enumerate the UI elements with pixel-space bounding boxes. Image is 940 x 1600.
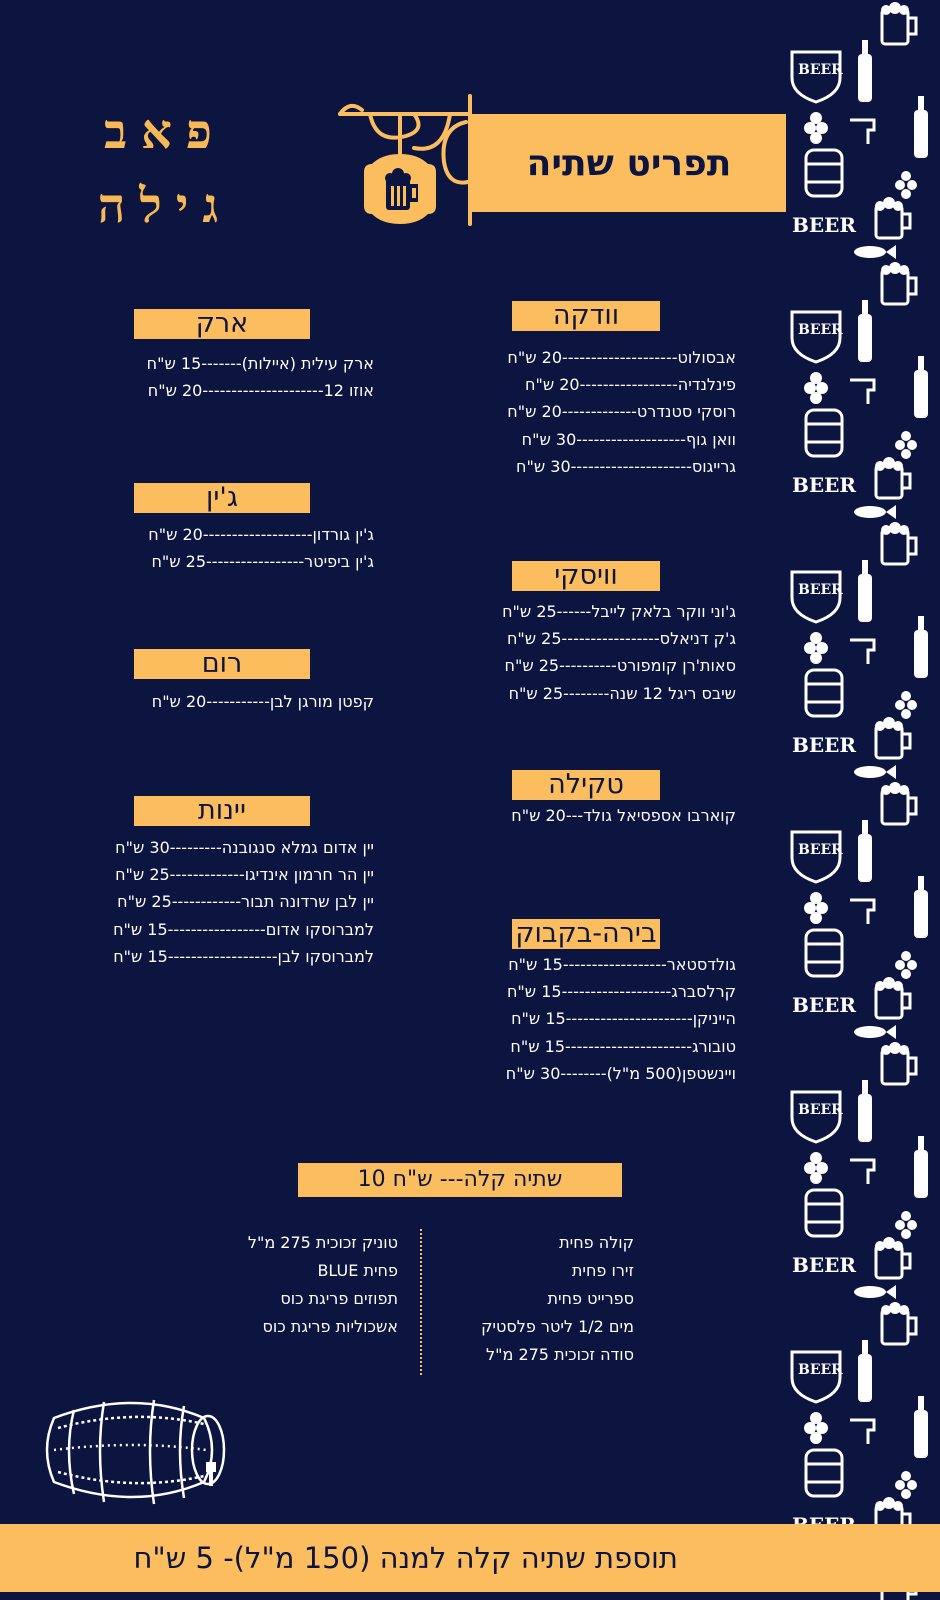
brand-name-line1: פאב: [103, 104, 227, 160]
section-title-gin: ג'ין: [134, 483, 310, 513]
menu-item: קפטן מורגן לבן-----------20 ש"ח: [151, 692, 374, 711]
gin-list: [148, 521, 374, 575]
menu-item: טוניק זכוכית 275 מ"ל: [247, 1233, 398, 1252]
hanging-beer-sign-icon: [330, 92, 478, 242]
section-title-rum: רום: [134, 649, 310, 679]
menu-item: זירו פחית: [571, 1261, 634, 1280]
menu-item: קולה פחית: [559, 1233, 634, 1252]
menu-item: ג'ין ביפיטר-----------------25 ש"ח: [151, 552, 374, 572]
menu-item: וואן גוף-------------------30 ש"ח: [521, 429, 736, 449]
menu-item: סאות'רן קומפורט----------25 ש"ח: [504, 656, 736, 676]
menu-item: ג'וני ווקר בלאק לייבל------25 ש"ח: [502, 602, 736, 621]
menu-item: גרייגוס---------------------30 ש"ח: [516, 456, 736, 476]
tequila-list: [511, 802, 736, 829]
footer-note: תוספת שתיה קלה למנה (150 מ"ל)- 5 ש"ח: [133, 1541, 678, 1575]
barrel-icon: [44, 1388, 230, 1512]
menu-item: ג'ין גורדון-------------------20 ש"ח: [148, 525, 374, 544]
menu-item: אשכוליות פריגת כוס: [262, 1317, 398, 1336]
page-title: תפריט שתיה: [526, 142, 732, 184]
menu-item: ג'ק דניאלס-----------------25 ש"ח: [506, 629, 736, 649]
beer-list: [506, 951, 736, 1087]
menu-item: יין הר חרמון אינדיגו-------------25 ש"ח: [115, 865, 374, 885]
section-title-beer: בירה-בקבוק: [512, 919, 660, 949]
menu-item: יין אדום גמלא סנגובנה---------30 ש"ח: [115, 838, 374, 857]
menu-item: למברוסקו לבן-------------------15 ש"ח: [113, 946, 374, 966]
menu-item: פינלנדיה-----------------20 ש"ח: [525, 375, 736, 395]
menu-item: הייניקן----------------------15 ש"ח: [511, 1009, 736, 1029]
title-bar: [472, 114, 786, 212]
beer-pattern-icon: [786, 0, 940, 1600]
section-title-wine: יינות: [134, 796, 310, 826]
menu-item: פחית BLUE: [317, 1261, 398, 1280]
soft-drinks-list-left: [248, 1229, 398, 1341]
soft-drinks-list-right: [481, 1229, 634, 1369]
menu-item: למברוסקו אדום-----------------15 ש"ח: [113, 919, 374, 939]
soft-drinks-title: שתיה קלה--- ש"ח 10: [298, 1163, 622, 1197]
menu-item: תפוזים פריגת כוס: [280, 1289, 398, 1308]
menu-item: קרלסברג-------------------15 ש"ח: [506, 982, 736, 1002]
menu-item: אוזו 12---------------------20 ש"ח: [147, 381, 374, 401]
menu-item: שיבס ריגל 12 שנה--------25 ש"ח: [508, 683, 736, 703]
menu-item: ארק עילית (איילות)-------15 ש"ח: [146, 354, 374, 373]
section-title-tequila: טקילה: [512, 770, 660, 800]
menu-item: מים 1/2 ליטר פלסטיק: [481, 1317, 634, 1336]
menu-item: ויינשטפן(500 מ"ל)--------30 ש"ח: [505, 1063, 736, 1083]
menu-item: רוסקי סטנדרט-------------20 ש"ח: [507, 402, 736, 422]
menu-item: ספרייט פחית: [547, 1289, 634, 1308]
wine-list: [113, 834, 374, 970]
brand-name-line2: גילה: [97, 178, 233, 234]
section-title-arak: ארק: [134, 309, 310, 339]
menu-item: יין לבן שרדונה תבור------------25 ש"ח: [117, 892, 374, 912]
section-title-vodka: וודקה: [512, 301, 660, 331]
section-title-whisky: וויסקי: [512, 561, 660, 591]
arak-list: [147, 350, 374, 404]
menu-item: קוארבו אספסיאל גולד---20 ש"ח: [511, 806, 736, 825]
vodka-list: [507, 344, 736, 480]
menu-item: טובורג----------------------15 ש"ח: [510, 1036, 736, 1056]
menu-item: אבסולוט--------------------20 ש"ח: [507, 348, 736, 367]
soft-drinks-divider: [420, 1229, 422, 1375]
whisky-list: [502, 598, 736, 707]
menu-item: סודה זכוכית 275 מ"ל: [486, 1345, 634, 1364]
menu-item: גולדסטאר------------------15 ש"ח: [508, 955, 736, 974]
rum-list: [152, 688, 374, 715]
